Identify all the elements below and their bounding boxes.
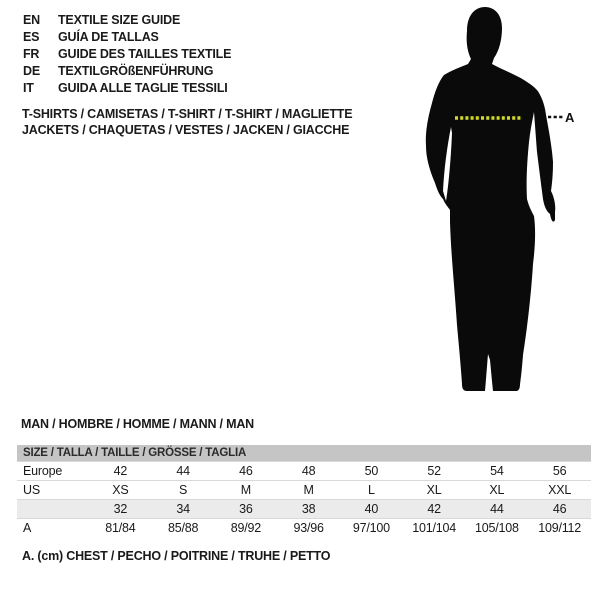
size-cell: 85/88	[167, 521, 199, 535]
size-cell: L	[367, 483, 375, 497]
size-cell: 46	[239, 464, 253, 478]
size-cell: 81/84	[105, 521, 136, 535]
section-title-man: MAN / HOMBRE / HOMME / MANN / MAN	[21, 417, 254, 431]
size-cell: XL	[426, 483, 442, 497]
size-cell: 46	[552, 502, 567, 516]
man-silhouette-figure	[405, 0, 600, 395]
table-row-us	[17, 480, 591, 499]
size-cell: 44	[490, 502, 504, 516]
size-cell: M	[303, 483, 314, 497]
language-label: GUÍA DE TALLAS	[58, 30, 159, 44]
language-row	[23, 46, 231, 63]
language-code: EN	[23, 13, 40, 27]
size-table	[17, 445, 591, 537]
size-cell: S	[179, 483, 188, 497]
size-cell: 32	[113, 502, 128, 516]
language-label: GUIDA ALLE TAGLIE TESSILI	[58, 81, 228, 95]
size-cell: 52	[427, 464, 441, 478]
row-label: Europe	[23, 464, 63, 478]
size-cell: 36	[239, 502, 253, 516]
language-row	[23, 63, 231, 80]
size-cell: 50	[364, 464, 379, 478]
row-label	[17, 500, 89, 518]
size-cell: 34	[176, 502, 190, 516]
size-cell: 105/108	[474, 521, 519, 535]
size-cell: 97/100	[352, 521, 390, 535]
category-line-tshirts: T-SHIRTS / CAMISETAS / T-SHIRT / T-SHIRT / MAGLIETTE	[22, 107, 353, 121]
size-cell: 56	[552, 464, 567, 478]
size-cell: 40	[364, 502, 379, 516]
size-cell: 89/92	[230, 521, 262, 535]
row-label: A	[23, 521, 32, 535]
table-row-us-numeric	[17, 499, 591, 518]
language-list	[23, 12, 231, 97]
category-line-jackets: JACKETS / CHAQUETAS / VESTES / JACKEN / GIACCHE	[22, 122, 350, 137]
man-silhouette	[426, 7, 555, 391]
size-cell: XL	[489, 483, 505, 497]
size-cell: 44	[176, 464, 190, 478]
row-label: US	[23, 483, 40, 497]
language-code: DE	[23, 64, 40, 78]
language-label: GUIDE DES TAILLES TEXTILE	[58, 47, 232, 61]
language-code: FR	[23, 47, 40, 61]
size-cell: M	[240, 483, 251, 497]
size-table-header: SIZE / TALLA / TAILLE / GRÖSSE / TAGLIA	[17, 445, 591, 461]
size-cell: 38	[301, 502, 316, 516]
size-cell: 42	[427, 502, 441, 516]
language-row	[23, 29, 231, 46]
category-list	[22, 107, 352, 138]
size-cell: 48	[301, 464, 316, 478]
language-label: TEXTILGRÖßENFÜHRUNG	[58, 64, 214, 78]
size-cell: 101/104	[412, 521, 457, 535]
size-cell: 109/112	[538, 521, 582, 535]
table-row-europe	[17, 461, 591, 480]
size-cell: XXL	[548, 483, 572, 497]
size-cell: XS	[112, 483, 129, 497]
size-cell: 54	[490, 464, 504, 478]
language-code: IT	[23, 81, 34, 95]
measure-footnote: A. (cm) CHEST / PECHO / POITRINE / TRUHE / PETTO	[22, 549, 331, 563]
language-label: TEXTILE SIZE GUIDE	[58, 13, 181, 27]
language-row	[23, 12, 231, 29]
language-row	[23, 80, 231, 97]
measure-label-a: A	[565, 110, 575, 125]
size-cell: 93/96	[293, 521, 324, 535]
table-row-chest-cm	[17, 518, 591, 537]
language-code: ES	[23, 30, 40, 44]
size-cell: 42	[113, 464, 128, 478]
